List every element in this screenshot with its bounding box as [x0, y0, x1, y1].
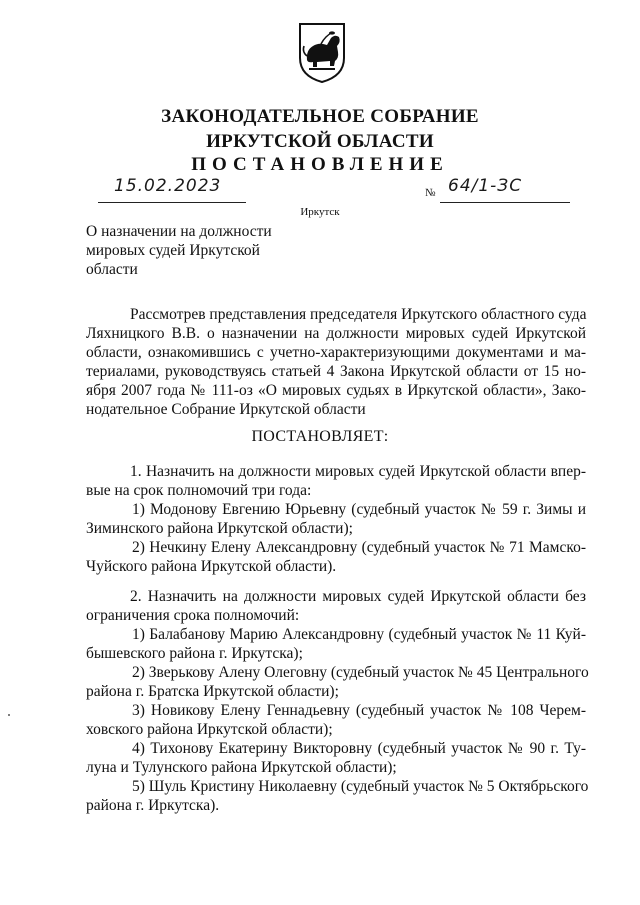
text-line: 4) Тихонову Екатерину Викторовну (судебный участок № 90 г. Ту-: [132, 740, 586, 757]
subject-line: О назначении на должности: [86, 223, 272, 240]
text-line: 2) Зверькову Алену Олеговну (судебный участок № 45 Центрального: [132, 664, 589, 681]
text-line: вые на срок полномочий три года:: [86, 482, 312, 499]
text-line: ховского района Иркутской области);: [86, 721, 333, 738]
text-line: ября 2007 года № 111-оз «О мировых судьях в Иркутской области», Зако-: [86, 382, 586, 399]
number-label: №: [425, 187, 436, 199]
text-line: 2. Назначить на должности мировых судей Иркутской области без: [130, 588, 586, 605]
text-line: Ляхницкого В.В. о назначении на должности мировых судей Иркутской: [86, 325, 586, 342]
point-1: [86, 462, 586, 576]
text-line: 3) Новикову Елену Геннадьевну (судебный участок № 108 Черем-: [132, 702, 586, 719]
coat-of-arms-icon: [297, 22, 347, 84]
document-type-title: ПОСТАНОВЛЕНИЕ: [191, 154, 449, 175]
subject-line: области: [86, 261, 138, 278]
header-region: ИРКУТСКОЙ ОБЛАСТИ: [206, 131, 434, 152]
text-line: района г. Иркутска).: [86, 797, 220, 814]
number-field: [440, 178, 570, 203]
text-line: 2) Нечкину Елену Александровну (судебный участок № 71 Мамско-: [132, 539, 586, 556]
text-line: ограничения срока полномочий:: [86, 607, 300, 624]
text-line: луна и Тулунского района Иркутской области);: [86, 759, 397, 776]
text-line: Чуйского района Иркутской области).: [86, 558, 337, 575]
point-2: [86, 587, 589, 815]
text-line: области, ознакомившись с учетно-характеризующими документами и ма-: [86, 344, 586, 361]
text-line: нодательное Собрание Иркутской области: [86, 401, 366, 418]
city-label: Иркутск: [300, 206, 340, 218]
text-line: териалами, руководствуясь статьей 4 Закона Иркутской области от 15 но-: [86, 363, 586, 380]
text-line: 1) Модонову Евгению Юрьевну (судебный участок № 59 г. Зимы и: [132, 501, 586, 518]
scan-speck: [8, 714, 10, 716]
subject-line: мировых судей Иркутской: [86, 242, 260, 259]
text-line: 1) Балабанову Марию Александровну (судебный участок № 11 Куй-: [132, 626, 586, 643]
text-line: района г. Братска Иркутской области);: [86, 683, 339, 700]
handwritten-number: 64/1-ЗС: [448, 176, 523, 196]
text-line: Рассмотрев представления председателя Иркутского областного суда: [130, 306, 587, 323]
date-field: [98, 178, 246, 203]
text-line: 1. Назначить на должности мировых судей Иркутской области впер-: [130, 463, 586, 480]
handwritten-date: 15.02.2023: [114, 176, 222, 196]
subject-block: [86, 222, 286, 279]
resolves-heading: ПОСТАНОВЛЯЕТ:: [251, 428, 389, 445]
intro-paragraph: [86, 305, 586, 419]
text-line: Зиминского района Иркутской области);: [86, 520, 353, 537]
header-assembly: ЗАКОНОДАТЕЛЬНОЕ СОБРАНИЕ: [161, 106, 479, 127]
text-line: бышевского района г. Иркутска);: [86, 645, 303, 662]
text-line: 5) Шуль Кристину Николаевну (судебный участок № 5 Октябрьского: [132, 778, 589, 795]
